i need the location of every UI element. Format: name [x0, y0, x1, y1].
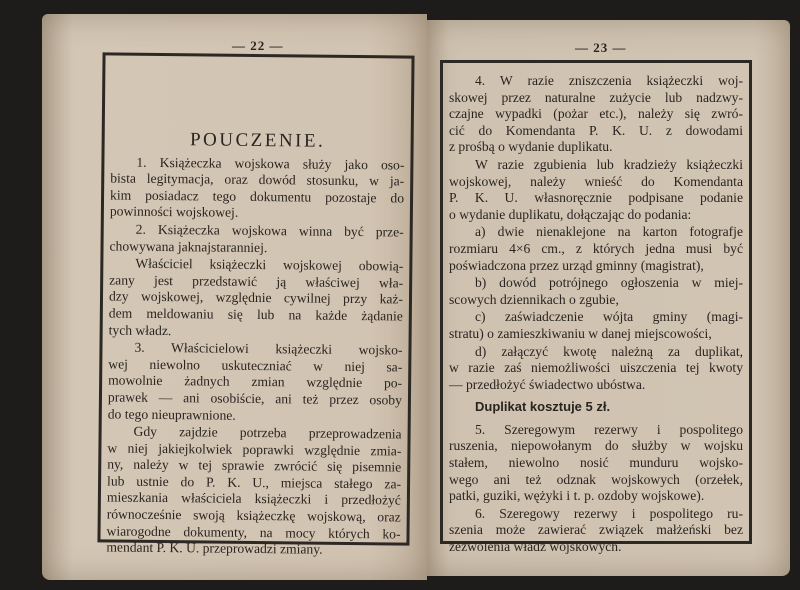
text-line: ruszenia, niepowołanym do służby w wojsku — [449, 438, 743, 454]
text-line: kim posiadacz tego dokumentu pozostaje do — [110, 187, 405, 206]
page-number: — 22 — — [232, 38, 284, 53]
text-line: skowej przez naturalne zużycie lub nadzwy- — [449, 89, 743, 105]
left-page — [42, 14, 427, 580]
text-line: prawek — ani osobiście, ani też przez osoby — [107, 389, 403, 408]
right-page — [427, 20, 790, 576]
text-line: Gdy zajdzie potrzeba przeprowadzenia — [133, 423, 402, 442]
heading: POUCZENIE. — [189, 129, 326, 152]
instructions-text — [449, 73, 743, 557]
text-line: równocześnie swoją książeczkę wojskową, oraz — [106, 506, 401, 525]
text-line: 6. Szeregowy rezerwy i pospolitego ru- — [475, 505, 743, 521]
paragraph — [449, 224, 743, 274]
text-line: 3. Właścicielowi książeczki wojsko- — [134, 339, 403, 358]
text-line: bista legitymacja, oraz dowód stosunku, w ja- — [110, 170, 405, 189]
text-line: ny, należy w tej sprawie zwrócić się pisemnie — [107, 456, 402, 475]
paragraph — [449, 73, 743, 156]
paragraph — [109, 221, 403, 257]
text-line: poświadczona przez urząd gminny (magistrat), — [449, 257, 704, 273]
text-line: wej niewolno uskuteczniać w niej sa- — [108, 356, 403, 375]
text-line: mieszkania właściciela książeczki i przedłożyć — [106, 489, 401, 508]
text-line: zany jest przedstawić ją właściwej wła- — [109, 272, 404, 291]
text-line: zezwolenia władz wojskowych. — [449, 539, 622, 555]
text-line: cić do Komendanta P. K. U. z dowodami — [449, 122, 743, 138]
text-line: dzy wojskowej, względnie cywilnej przy każ- — [108, 288, 404, 307]
text-line: wiarogodne dokumenty, na mocy których ko- — [106, 523, 401, 542]
text-line: mowolnie żadnych zmian względnie po- — [108, 372, 403, 391]
text-line: tych władz. — [108, 321, 172, 338]
paragraph — [449, 309, 743, 342]
page-number: — 23 — — [575, 40, 627, 55]
text-line: b) dowód potrójnego ogłoszenia w miej- — [475, 275, 743, 291]
paragraph — [110, 154, 405, 223]
text-line: rozmiaru 4×6 cm., z których jedna musi być — [449, 240, 743, 256]
duplicate-cost-note: Duplikat kosztuje 5 zł. — [475, 399, 611, 415]
paragraph — [449, 506, 743, 556]
text-line: szenia może zawierać związek małżeński bez — [449, 522, 743, 538]
text-line: P. K. U. własnoręcznie podpisane podanie — [449, 190, 743, 206]
text-line: — przedłożyć świadectwo ubóstwa. — [449, 376, 646, 392]
text-line: W razie zgubienia lub kradzieży książeczki — [475, 156, 743, 172]
text-frame — [440, 60, 752, 555]
text-line: 2. Książeczka wojskowa winna być prze- — [135, 221, 404, 240]
text-line: powinności wojskowej. — [109, 203, 239, 221]
text-line: 4. W razie zniszczenia książeczki woj- — [475, 73, 743, 88]
paragraph — [106, 424, 401, 560]
instructions-text — [106, 131, 404, 560]
text-line: 5. Szeregowym rezerwy i pospolitego — [475, 421, 743, 437]
text-line: stratu) o zamieszkiwaniu w danej miejscowości, — [449, 325, 712, 341]
text-line: a) dwie nienaklejone na karton fotografje — [475, 224, 743, 240]
text-frame — [97, 52, 414, 557]
text-line: dem meldowaniu się lub na każde żądanie — [108, 305, 403, 324]
text-line: w razie zaś niemożliwości uiszczenia tej kwoty — [449, 360, 743, 376]
paragraph — [109, 256, 404, 342]
paragraph — [108, 340, 403, 426]
text-line: stałem, niewolno nosić munduru wojsko- — [449, 455, 743, 471]
text-line: Właściciel książeczki wojskowej obowią- — [135, 255, 404, 274]
text-line: z prośbą o wydanie duplikatu. — [449, 139, 613, 155]
text-line: lub ustnie do P. K. U., miejsca stałego za- — [107, 473, 402, 492]
text-line: do tego nieuprawnione. — [107, 405, 236, 423]
paragraph — [449, 344, 743, 394]
paragraph — [449, 275, 743, 308]
text-line: mendant P. K. U. przeprowadzi zmiany. — [106, 539, 323, 557]
text-line: czajne wypadki (pożar etc.), należy się zwró- — [449, 106, 743, 122]
text-line: c) zaświadczenie wójta gminy (magi- — [475, 309, 743, 325]
text-line: chowywana jaknajstaranniej. — [109, 238, 268, 255]
text-line: patki, guziki, wężyki i t. p. ozdoby wojskowe). — [449, 488, 705, 504]
text-line: 1. Książeczka wojskowa służy jako oso- — [136, 154, 405, 173]
text-line: o wydanie duplikatu, dołączając do podania: — [449, 206, 692, 222]
text-line: wego ani też odznak wojskowych (orzełek, — [449, 471, 743, 487]
text-line: scowych dziennikach o zgubie, — [449, 291, 619, 307]
paragraph — [449, 422, 743, 505]
paragraph — [449, 157, 743, 223]
text-line: wojskowej, należy wnieść do Komendanta — [449, 173, 743, 189]
text-line: d) załączyć kwotę należną za duplikat, — [475, 343, 743, 359]
text-line: w niej jakiejkolwiek poprawki względnie zmia- — [107, 440, 402, 459]
